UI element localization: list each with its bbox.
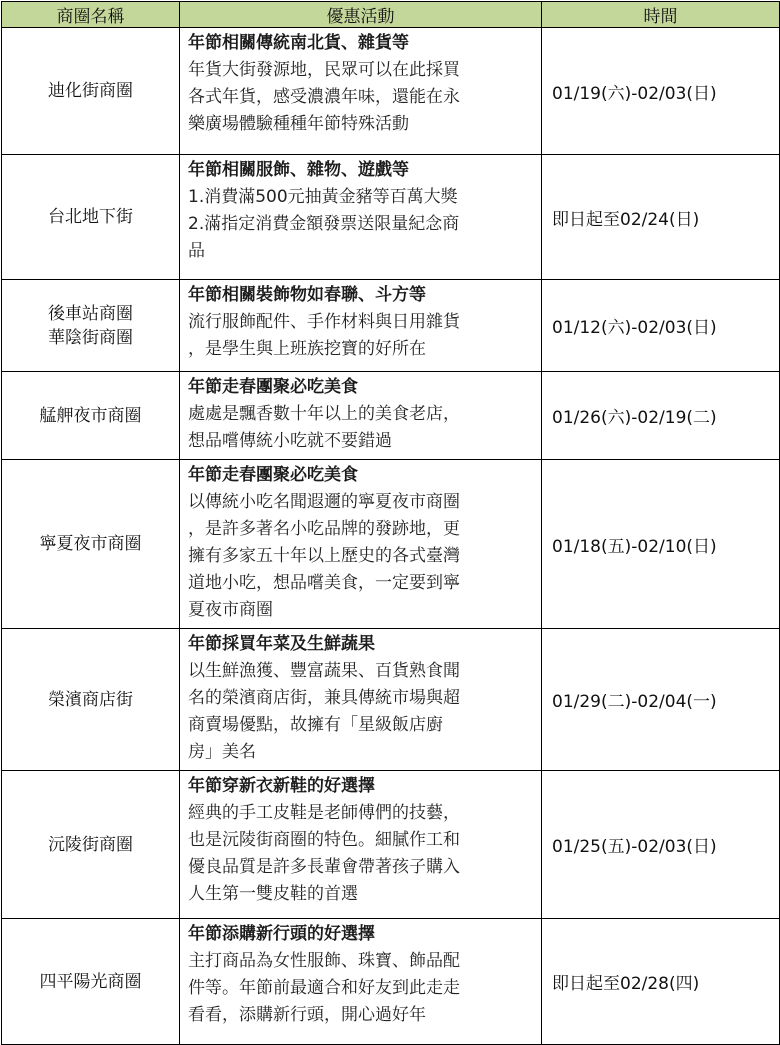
promotion-description-line: 樂廣場體驗種種年節特殊活動 (188, 114, 409, 134)
promotion-title: 年節穿新衣新鞋的好選擇 (188, 776, 375, 796)
promotion-cell (180, 155, 542, 280)
area-name-cell (2, 28, 180, 155)
promotion-description-line: 想品嚐傳統小吃就不要錯過 (188, 431, 392, 451)
area-name-cell (2, 372, 180, 460)
promotion-description-line: 夏夜市商圈 (188, 600, 273, 620)
promotion-description-line: 以傳統小吃名聞遐邇的寧夏夜市商圈 (188, 492, 460, 512)
area-name-line: 艋舺夜市商圈 (39, 405, 142, 426)
header-area-name: 商圈名稱 (2, 2, 180, 28)
promotion-description-line: 主打商品為女性服飾、珠寶、飾品配 (188, 951, 460, 971)
table-row (2, 629, 780, 771)
promotion-title: 年節添購新行頭的好選擇 (188, 924, 375, 944)
table-row (2, 155, 780, 280)
promotion-description-line: 1.消費滿500元抽黃金豬等百萬大獎 (188, 187, 458, 207)
promotion-description-line: 看看，添購新行頭，開心過好年 (188, 1005, 426, 1025)
promotion-cell (180, 28, 542, 155)
promotion-cell (180, 280, 542, 372)
area-name-cell (2, 771, 180, 919)
promotion-description-line: ，是許多著名小吃品牌的發跡地，更 (188, 519, 460, 539)
table-row (2, 771, 780, 919)
promotion-description-line: 品 (188, 241, 205, 261)
promotion-title: 年節走春團聚必吃美食 (188, 465, 358, 485)
promotion-title: 年節採買年菜及生鮮蔬果 (188, 634, 375, 654)
area-name-line: 台北地下街 (48, 207, 133, 227)
table-row (2, 460, 780, 629)
promotion-description-line: 件等。年節前最適合和好友到此走走 (188, 978, 460, 998)
promotion-description-line: 2.滿指定消費金額發票送限量紀念商 (188, 214, 460, 234)
area-name-cell (2, 919, 180, 1045)
area-name-line: 後車站商圈 (48, 303, 133, 324)
promotion-description-line: 商賣場優點，故擁有「星級飯店廚 (188, 715, 443, 735)
promotions-table (1, 1, 780, 1045)
area-name-line: 沅陵街商圈 (48, 834, 133, 855)
promotion-description-line: 經典的手工皮鞋是老師傅們的技藝， (188, 803, 460, 823)
promotion-description-line: ，是學生與上班族挖寶的好所在 (188, 339, 426, 359)
time-cell: 01/12(六)-02/03(日) (542, 280, 780, 372)
header-promotion: 優惠活動 (180, 2, 542, 28)
area-name-cell (2, 460, 180, 629)
area-name-line: 迪化街商圈 (48, 81, 133, 101)
promotion-cell (180, 460, 542, 629)
promotion-description-line: 年貨大街發源地，民眾可以在此採買 (188, 60, 460, 80)
promotion-cell (180, 771, 542, 919)
promotion-description-line: 名的榮濱商店街，兼具傳統市場與超 (188, 688, 460, 708)
time-cell: 01/26(六)-02/19(二) (542, 372, 780, 460)
time-cell: 01/29(二)-02/04(一) (542, 629, 780, 771)
promotion-description-line: 也是沅陵街商圈的特色。細膩作工和 (188, 830, 460, 850)
promotion-title: 年節相關裝飾物如春聯、斗方等 (188, 285, 426, 305)
area-name-line: 四平陽光商圈 (39, 971, 142, 992)
time-cell: 01/25(五)-02/03(日) (542, 771, 780, 919)
table-row (2, 919, 780, 1045)
table-header-row (2, 2, 780, 28)
promotion-title: 年節走春團聚必吃美食 (188, 377, 358, 397)
table-row (2, 280, 780, 372)
time-cell: 01/19(六)-02/03(日) (542, 28, 780, 155)
header-time: 時間 (542, 2, 780, 28)
promotion-description-line: 道地小吃，想品嚐美食，一定要到寧 (188, 573, 460, 593)
promotion-description-line: 處處是飄香數十年以上的美食老店， (188, 404, 460, 424)
promotion-cell (180, 629, 542, 771)
table-body (2, 28, 780, 1045)
promotion-description-line: 各式年貨，感受濃濃年味，還能在永 (188, 87, 460, 107)
promotion-description-line: 房」美名 (188, 742, 256, 762)
promotion-cell (180, 919, 542, 1045)
area-name-line: 華陰街商圈 (48, 327, 133, 348)
table-row (2, 372, 780, 460)
promotion-title: 年節相關傳統南北貨、雜貨等 (188, 33, 409, 53)
area-name-cell (2, 280, 180, 372)
area-name-line: 榮濱商店街 (48, 689, 133, 710)
table-row (2, 28, 780, 155)
area-name-cell (2, 629, 180, 771)
promotion-cell (180, 372, 542, 460)
time-cell: 01/18(五)-02/10(日) (542, 460, 780, 629)
area-name-line: 寧夏夜市商圈 (39, 534, 142, 554)
time-cell: 即日起至02/28(四) (542, 919, 780, 1045)
time-cell: 即日起至02/24(日) (542, 155, 780, 280)
promotion-description-line: 優良品質是許多長輩會帶著孩子購入 (188, 857, 460, 877)
promotion-description-line: 擁有多家五十年以上歷史的各式臺灣 (188, 546, 460, 566)
promotion-description-line: 以生鮮漁獲、豐富蔬果、百貨熟食聞 (188, 661, 460, 681)
promotion-description-line: 流行服飾配件、手作材料與日用雜貨 (188, 312, 460, 332)
promotion-title: 年節相關服飾、雜物、遊戲等 (188, 160, 409, 180)
area-name-cell (2, 155, 180, 280)
promotion-description-line: 人生第一雙皮鞋的首選 (188, 884, 358, 904)
